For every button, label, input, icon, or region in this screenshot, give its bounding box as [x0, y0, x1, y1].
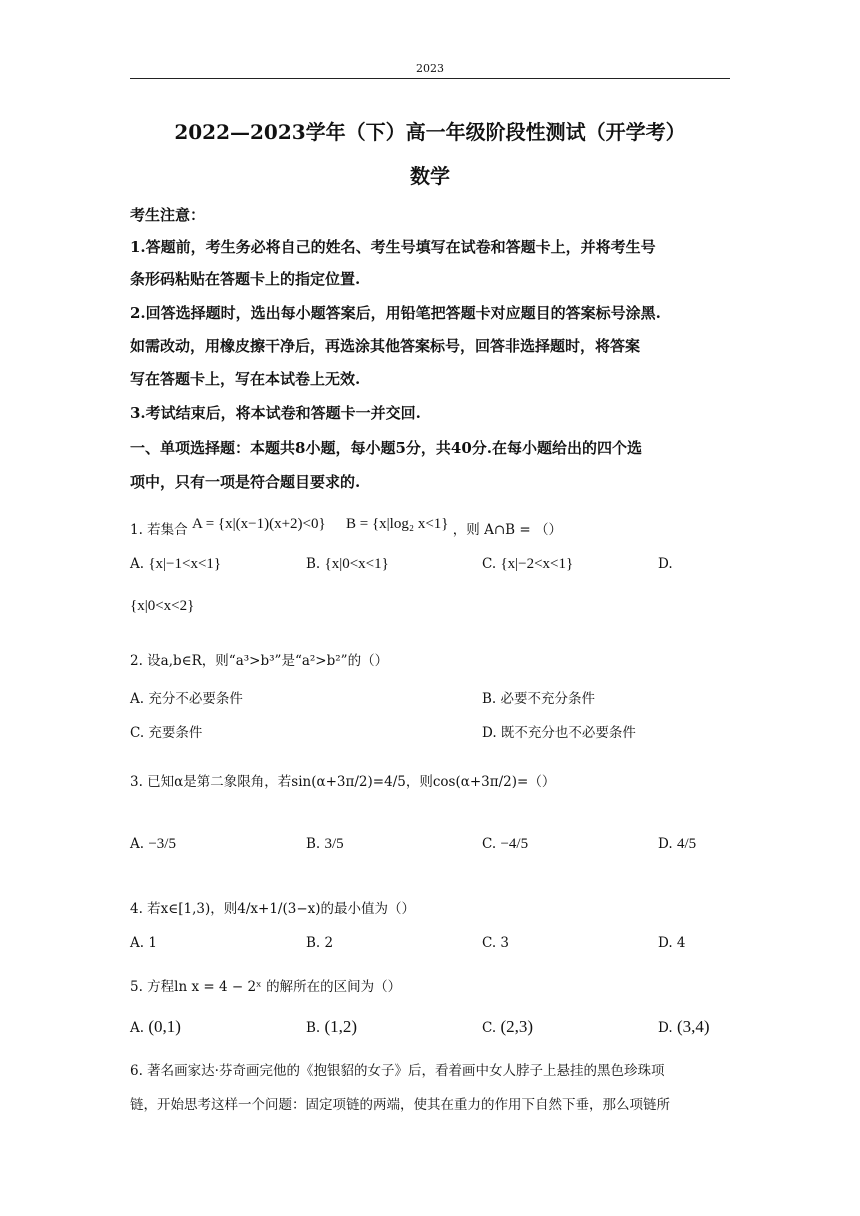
notice-line: 条形码粘贴在答题卡上的指定位置. [130, 270, 361, 288]
q4-option-a: A. 1 [130, 935, 157, 951]
notice-line: 写在答题卡上，写在本试卷上无效. [130, 370, 361, 388]
q5-option-d: D. (3,4) [658, 1017, 710, 1036]
q3-option-d: D. 4/5 [658, 836, 697, 852]
notice-line: 1.答题前，考生务必将自己的姓名、考生号填写在试卷和答题卡上，并将考生号 [130, 238, 656, 256]
q1-stem-start: 1. 若集合 [130, 522, 188, 538]
q5-option-c: C. (2,3) [482, 1017, 534, 1036]
page-header-year: 2023 [416, 62, 444, 75]
question-6-line: 6. 著名画家达·芬奇画完他的《抱银貂的女子》后，看着画中女人脖子上悬挂的黑色珍珠项 [130, 1063, 665, 1079]
section-heading: 一、单项选择题：本题共8小题，每小题5分，共40分.在每小题给出的四个选 [130, 439, 642, 457]
notice-line: 3.考试结束后，将本试卷和答题卡一并交回. [130, 404, 421, 422]
q2-option-c: C. 充要条件 [130, 725, 203, 741]
q1-option-b: B. {x|0<x<1} [306, 556, 389, 572]
q3-option-c: C. −4/5 [482, 836, 529, 852]
q1-option-d-label: D. [658, 556, 673, 572]
q1-set-b: B = {x|log₂ x<1} [346, 516, 449, 532]
notice-heading: 考生注意： [130, 206, 206, 224]
question-5-stem: 5. 方程ln x = 4 − 2ˣ 的解所在的区间为（） [130, 979, 402, 995]
q5-option-a: A. (0,1) [130, 1017, 181, 1036]
subject-title: 数学 [410, 164, 450, 188]
q1-option-d: {x|0<x<2} [130, 598, 195, 614]
q5-option-b: B. (1,2) [306, 1017, 358, 1036]
q4-option-d: D. 4 [658, 935, 686, 951]
question-3-stem: 3. 已知α是第二象限角，若sin(α+3π/2)=4/5，则cos(α+3π/2)=（） [130, 774, 556, 790]
q4-option-b: B. 2 [306, 935, 334, 951]
q1-set-a: A = {x|(x−1)(x+2)<0} [191, 516, 326, 532]
q1-stem-end: ，则 A∩B = （） [452, 522, 562, 538]
q1-option-a: A. {x|−1<x<1} [130, 556, 222, 572]
header-rule [130, 78, 730, 79]
question-6-line: 链，开始思考这样一个问题：固定项链的两端，使其在重力的作用下自然下垂，那么项链所 [130, 1097, 670, 1113]
question-4-stem: 4. 若x∈[1,3)，则4/x+1/(3−x)的最小值为（） [130, 901, 416, 917]
q3-option-b: B. 3/5 [306, 836, 344, 852]
q2-option-b: B. 必要不充分条件 [482, 691, 596, 707]
q4-option-c: C. 3 [482, 935, 510, 951]
q3-option-a: A. −3/5 [130, 836, 176, 852]
exam-title: 2022—2023学年（下）高一年级阶段性测试（开学考） [174, 120, 686, 144]
q1-option-c: C. {x|−2<x<1} [482, 556, 574, 572]
section-heading-cont: 项中，只有一项是符合题目要求的. [130, 473, 361, 491]
question-1-stem [130, 518, 562, 539]
q2-option-d: D. 既不充分也不必要条件 [482, 725, 636, 741]
q2-option-a: A. 充分不必要条件 [130, 691, 243, 707]
notice-line: 2.回答选择题时，选出每小题答案后，用铅笔把答题卡对应题目的答案标号涂黑. [130, 304, 661, 322]
notice-line: 如需改动，用橡皮擦干净后，再选涂其他答案标号，回答非选择题时，将答案 [130, 337, 641, 355]
question-2-stem: 2. 设a,b∈R，则“a³>b³”是“a²>b²”的（） [130, 653, 389, 669]
